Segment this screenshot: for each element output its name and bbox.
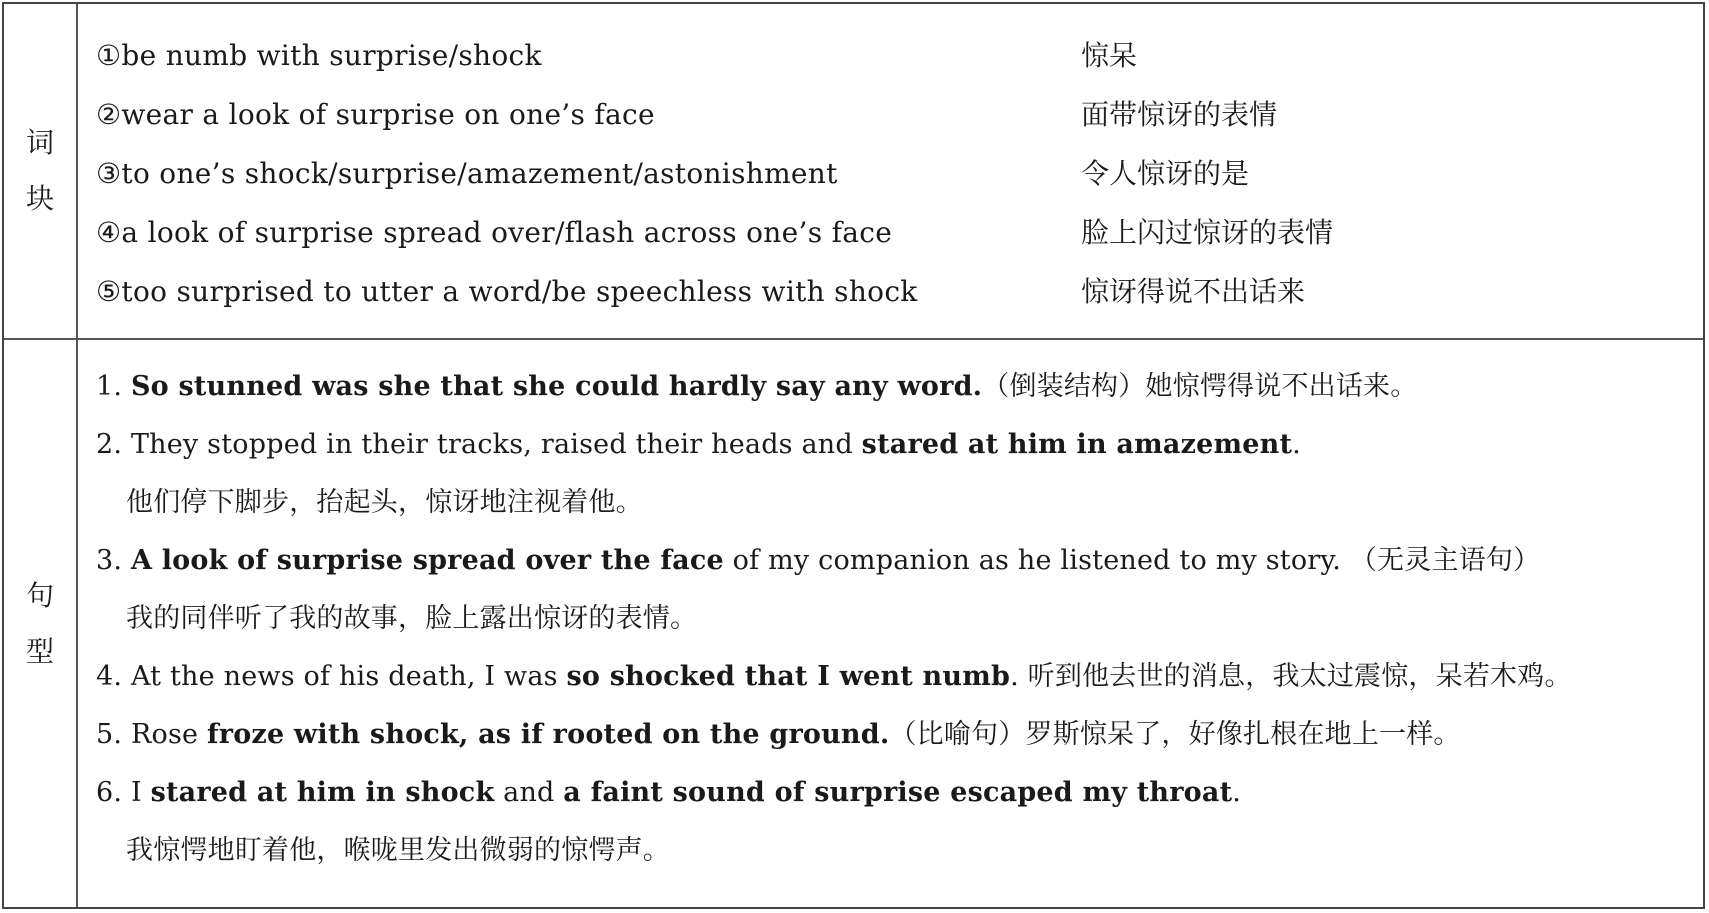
sentence-4 <box>96 648 1703 706</box>
sentence-translation: 他们停下脚步，抬起头，惊讶地注视着他。 <box>126 487 643 518</box>
sentence-translation: 听到他去世的消息，我太过震惊，呆若木鸡。 <box>1027 661 1572 692</box>
phrase-chinese: 惊呆 <box>1081 39 1138 72</box>
sentences-row <box>4 340 1703 907</box>
phrase-chinese: 脸上闪过惊讶的表情 <box>1081 216 1334 249</box>
sentence-2 <box>96 416 1703 474</box>
sentence-3 <box>96 532 1703 590</box>
phrase-chinese: 惊讶得说不出话来 <box>1081 275 1306 308</box>
sentence-text: . <box>1292 429 1301 460</box>
phrases-label <box>4 4 78 338</box>
sentence-text: I <box>130 777 151 808</box>
phrase-english: ③to one’s shock/surprise/amazement/astonishment <box>96 157 838 190</box>
vocabulary-table <box>2 2 1705 909</box>
sentence-number: 1. <box>96 371 131 402</box>
sentence-key-phrase: So stunned was she that she could hardly say any word. <box>130 371 983 402</box>
phrase-english: ②wear a look of surprise on one’s face <box>96 98 655 131</box>
sentences-label-char-1: 句 <box>25 578 54 612</box>
sentence-6 <box>96 764 1703 822</box>
sentence-6-translation <box>96 822 1703 880</box>
sentence-text: . <box>1010 661 1028 692</box>
phrases-row <box>4 4 1703 340</box>
sentence-number: 4. <box>96 661 131 692</box>
sentence-1 <box>96 358 1703 416</box>
sentence-text: Rose <box>130 719 207 750</box>
sentences-label-char-2: 型 <box>25 634 54 668</box>
sentence-text: and <box>494 777 564 808</box>
sentence-3-translation <box>96 590 1703 648</box>
sentence-5 <box>96 706 1703 764</box>
sentence-translation: （倒装结构）她惊愕得说不出话来。 <box>982 371 1418 402</box>
sentence-2-translation <box>96 474 1703 532</box>
sentence-number: 5. <box>96 719 131 750</box>
sentence-key-phrase: a faint sound of surprise escaped my throat <box>563 777 1233 808</box>
phrase-item <box>96 272 1703 331</box>
phrase-item <box>96 213 1703 272</box>
sentence-note: （无灵主语句） <box>1349 545 1541 576</box>
phrases-label-char-1: 词 <box>25 126 54 159</box>
phrase-list <box>96 36 1703 331</box>
sentence-number: 3. <box>96 545 131 576</box>
sentence-key-phrase: stared at him in shock <box>150 777 495 808</box>
sentences-content <box>78 340 1703 907</box>
sentence-text: They stopped in their tracks, raised their heads and <box>130 429 862 460</box>
sentence-key-phrase: froze with shock, as if rooted on the ground. <box>206 719 890 750</box>
sentence-translation: （比喻句）罗斯惊呆了，好像扎根在地上一样。 <box>889 719 1461 750</box>
sentence-key-phrase: so shocked that I went numb <box>566 661 1011 692</box>
sentence-number: 2. <box>96 429 131 460</box>
phrase-english: ④a look of surprise spread over/flash across one’s face <box>96 216 893 249</box>
sentence-translation: 我的同伴听了我的故事，脸上露出惊讶的表情。 <box>126 603 698 634</box>
phrase-item <box>96 154 1703 213</box>
phrase-chinese: 令人惊讶的是 <box>1081 157 1250 190</box>
sentence-text: of my companion as he listened to my story. <box>723 545 1350 576</box>
sentence-translation: 我惊愕地盯着他，喉咙里发出微弱的惊愕声。 <box>126 835 670 866</box>
sentence-text: At the news of his death, I was <box>130 661 567 692</box>
sentence-list <box>96 358 1703 880</box>
phrase-item <box>96 95 1703 154</box>
sentence-key-phrase: stared at him in amazement <box>861 429 1293 460</box>
phrases-content <box>78 4 1703 338</box>
sentence-text: . <box>1232 777 1242 808</box>
phrases-label-char-2: 块 <box>25 182 54 215</box>
phrase-item <box>96 36 1703 95</box>
phrase-english: ①be numb with surprise/shock <box>96 39 542 72</box>
phrase-chinese: 面带惊讶的表情 <box>1081 98 1278 131</box>
phrase-english: ⑤too surprised to utter a word/be speechless with shock <box>96 275 918 308</box>
sentences-label <box>4 340 78 907</box>
sentence-key-phrase: A look of surprise spread over the face <box>130 545 724 576</box>
sentence-number: 6. <box>96 777 131 808</box>
